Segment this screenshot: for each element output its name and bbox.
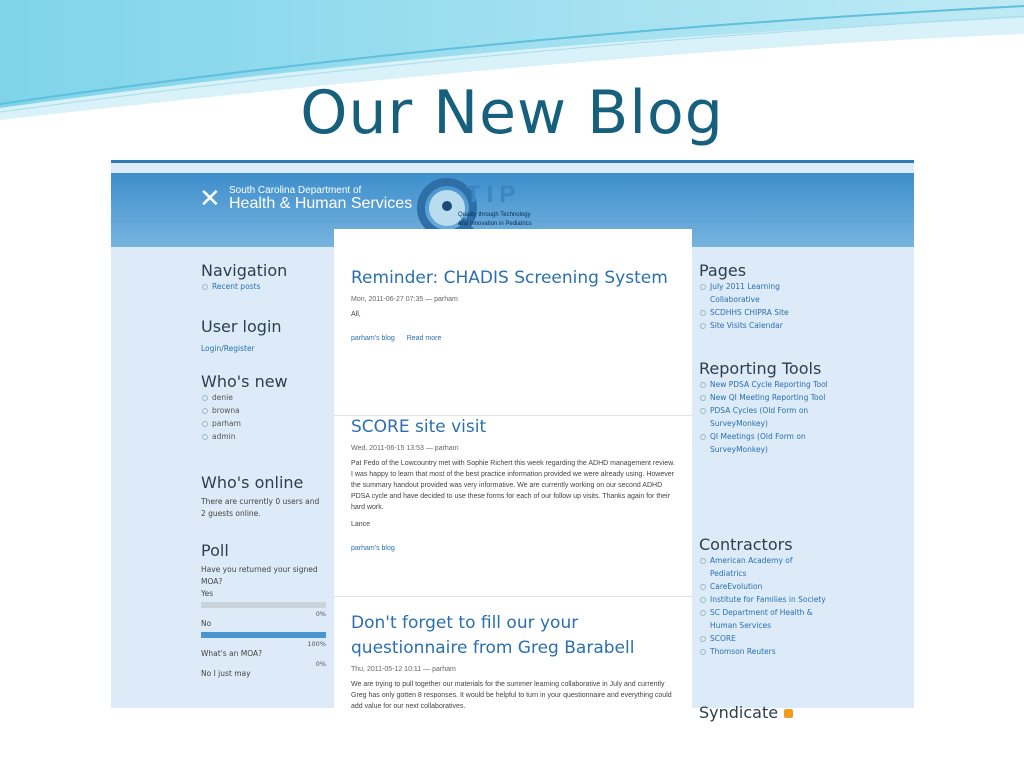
poll-question: Have you returned your signed MOA? [201, 565, 318, 586]
post-signoff: Lance [351, 521, 371, 528]
tool-link[interactable]: PDSA Cycles (Old Form on SurveyMonkey) [699, 404, 829, 430]
user-item[interactable]: denie [201, 391, 326, 404]
post-body: We are trying to pull together our materials for the summer learning collaborative in July and currently Greg has only gotten 8 responses. It would be helpful to turn in your questionnaire and everything could add value for our next collaboratives. [351, 681, 672, 710]
blog-link[interactable]: parham's blog [351, 545, 395, 552]
poll-percent: 0% [315, 660, 326, 668]
whos-new-title: Who's new [201, 372, 288, 391]
navigation-block [201, 261, 326, 293]
blog-link[interactable]: parham's blog [351, 335, 395, 342]
nav-item-recent-posts[interactable]: Recent posts [201, 280, 326, 293]
whos-new-block [201, 372, 326, 443]
qtip-tagline-1: Quality through Technology [458, 212, 531, 218]
post-title[interactable]: Reminder: CHADIS Screening System [351, 268, 668, 288]
qtip-wordmark: TIP [466, 181, 522, 208]
blog-post [334, 597, 692, 737]
post-body: Pat Fedo of the Lowcountry met with Sophie Richert this week regarding the ADHD management review. I was happy to learn that most of the best practice information provided we were already using. However the summary handout provided was very informative. We are currently working on our second ADHD PDSA cycle and have decided to use these forms for each of our follow up visits. Thanks again for their hard work. [351, 460, 675, 511]
dept-line2: Health & Human Services [229, 195, 413, 212]
blog-post [334, 401, 692, 597]
poll-percent: 100% [307, 640, 326, 648]
read-more-link[interactable]: Read more [406, 335, 442, 342]
post-title[interactable]: SCORE site visit [351, 417, 487, 437]
contractor-link[interactable]: American Academy of Pediatrics [699, 554, 829, 580]
post-links [351, 335, 675, 342]
poll-option-label: Yes [201, 589, 214, 598]
reporting-tools-title: Reporting Tools [699, 359, 822, 378]
poll-option-label: What's an MOA? [201, 649, 263, 658]
page-link[interactable]: Site Visits Calendar [699, 319, 829, 332]
post-meta: Thu, 2011-05-12 10:11 — parham [351, 666, 456, 673]
contractors-title: Contractors [699, 535, 793, 554]
user-item[interactable]: admin [201, 430, 326, 443]
user-item[interactable]: browna [201, 404, 326, 417]
contractor-link[interactable]: CareEvolution [699, 580, 829, 593]
user-item[interactable]: parham [201, 417, 326, 430]
login-register-link[interactable]: Login/Register [201, 344, 255, 353]
dept-line1: South Carolina Department of [229, 185, 362, 196]
poll-tail-text: No I just may [201, 669, 251, 678]
right-sidebar [699, 163, 829, 722]
page-link[interactable]: SCDHHS CHIPRA Site [699, 306, 829, 319]
contractor-link[interactable]: SC Department of Health & Human Services [699, 606, 829, 632]
contractor-link[interactable]: Institute for Families in Society [699, 593, 829, 606]
syndicate-title: Syndicate [699, 703, 779, 722]
whos-online-title: Who's online [201, 473, 304, 492]
post-links [351, 545, 675, 552]
poll-block [201, 541, 326, 680]
post-body: All, [351, 311, 361, 318]
pages-block [699, 261, 829, 332]
qtip-tagline [458, 211, 532, 229]
poll-bar [201, 602, 326, 608]
poll-title: Poll [201, 541, 229, 560]
pages-title: Pages [699, 261, 747, 280]
blog-post [334, 266, 692, 416]
contractor-link[interactable]: Thomson Reuters [699, 645, 829, 658]
tool-link[interactable]: New QI Meeting Reporting Tool [699, 391, 829, 404]
whos-online-block [201, 473, 326, 520]
rss-feed-icon[interactable] [784, 709, 793, 718]
qtip-tagline-2: and Innovation in Pediatrics [458, 221, 532, 227]
person-icon: ✕ [199, 183, 221, 213]
post-title[interactable]: Don't forget to fill our your questionnaire from Greg Barabell [351, 613, 635, 658]
reporting-tools-block [699, 359, 829, 456]
slide-title: Our New Blog [300, 78, 724, 148]
tool-link[interactable]: QI Meetings (Old Form on SurveyMonkey) [699, 430, 829, 456]
post-meta: Mon, 2011-06-27 07:35 — parham [351, 296, 458, 303]
page-link[interactable]: July 2011 Learning Collaborative [699, 280, 829, 306]
contractors-block [699, 535, 829, 658]
syndicate-block [699, 703, 829, 722]
tool-link[interactable]: New PDSA Cycle Reporting Tool [699, 378, 829, 391]
whos-online-text: There are currently 0 users and 2 guests online. [201, 497, 320, 518]
blog-screenshot [111, 160, 914, 722]
user-login-block [201, 317, 326, 355]
poll-bar [201, 632, 326, 638]
post-meta: Wed, 2011-06-15 13:53 — parham [351, 445, 459, 452]
main-content [334, 229, 692, 711]
user-login-title: User login [201, 317, 282, 336]
contractor-link[interactable]: SCORE [699, 632, 829, 645]
poll-percent: 0% [315, 610, 326, 618]
poll-option-label: No [201, 619, 212, 628]
left-sidebar [201, 163, 326, 711]
navigation-title: Navigation [201, 261, 288, 280]
